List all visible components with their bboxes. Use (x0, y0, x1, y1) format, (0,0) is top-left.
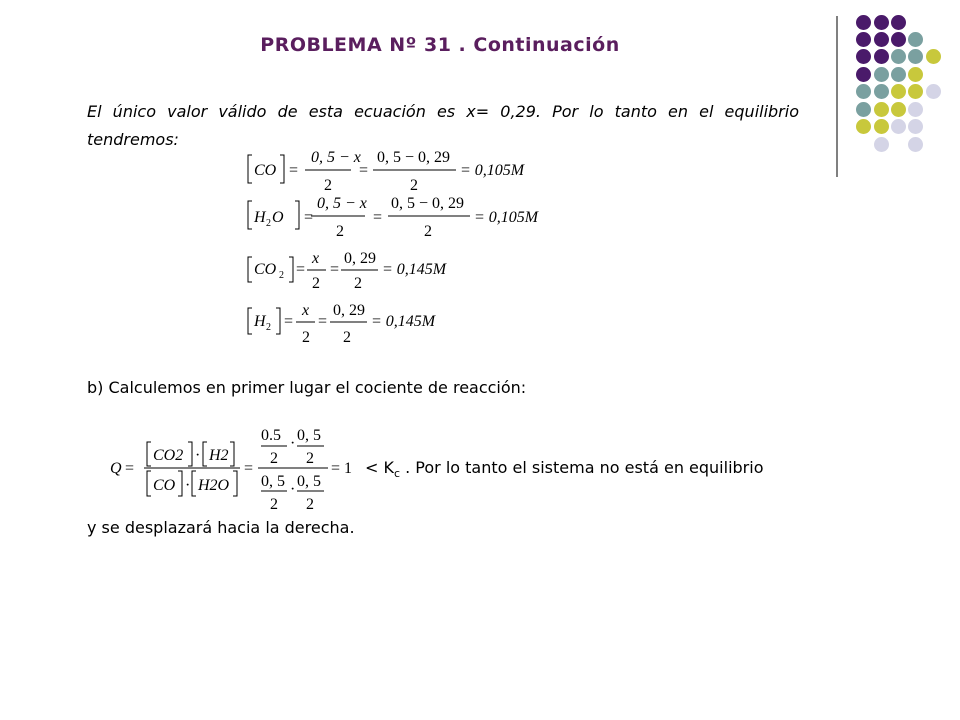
svg-text:0, 5: 0, 5 (297, 473, 321, 490)
svg-text:·: · (290, 481, 296, 498)
svg-text:= 0,145M: = 0,145M (382, 261, 447, 278)
svg-text:= 0,105M: = 0,105M (474, 209, 539, 226)
intro-paragraph: El único valor válido de esta ecuación es x= 0,29. Por lo tanto en el equilibrio tendremos: (87, 102, 799, 149)
svg-text:H: H (254, 313, 266, 330)
equation-co (254, 149, 526, 194)
page-title: PROBLEMA Nº 31 . Continuación (260, 34, 620, 56)
svg-text:·: · (195, 447, 201, 464)
comparison-suffix: . Por lo tanto el sistema no está en equilibrio (400, 458, 764, 477)
equation-h2 (253, 302, 437, 346)
svg-text:CO: CO (254, 162, 277, 179)
svg-text:=: = (304, 209, 314, 226)
svg-text:·: · (290, 435, 296, 452)
part-b-text: b) Calculemos en primer lugar el cociente de reacción: (87, 378, 527, 397)
svg-text:=: = (125, 460, 135, 477)
svg-text:=: = (244, 460, 254, 477)
svg-text:0, 5 − 0, 29: 0, 5 − 0, 29 (391, 195, 465, 212)
svg-text:=: = (296, 261, 306, 278)
svg-text:0, 5: 0, 5 (297, 427, 321, 444)
svg-text:0.5: 0.5 (261, 427, 281, 444)
svg-text:2: 2 (270, 496, 278, 513)
svg-text:CO2: CO2 (153, 447, 184, 464)
comparison-subscript: c (393, 467, 401, 481)
svg-text:=: = (284, 313, 294, 330)
svg-text:2: 2 (354, 275, 362, 292)
svg-text:x: x (312, 250, 320, 267)
svg-text:=: = (289, 162, 299, 179)
reaction-quotient (110, 427, 352, 513)
svg-text:·: · (185, 477, 191, 494)
comparison-prefix: < K (365, 458, 394, 477)
svg-text:CO: CO (153, 477, 176, 494)
svg-text:H2: H2 (209, 447, 229, 464)
svg-text:2: 2 (266, 218, 271, 229)
svg-text:H2O: H2O (198, 477, 230, 494)
svg-text:2: 2 (306, 450, 314, 467)
svg-text:2: 2 (302, 329, 310, 346)
equation-h2o (253, 195, 540, 240)
svg-text:O: O (272, 209, 284, 226)
svg-text:0, 29: 0, 29 (333, 302, 365, 319)
svg-text:= 0,145M: = 0,145M (371, 313, 436, 330)
svg-text:=: = (373, 209, 383, 226)
svg-text:x: x (302, 302, 310, 319)
comparison-text (365, 458, 763, 480)
svg-text:2: 2 (279, 270, 284, 281)
svg-text:=: = (359, 162, 369, 179)
svg-text:2: 2 (312, 275, 320, 292)
svg-text:2: 2 (336, 223, 344, 240)
svg-text:2: 2 (343, 329, 351, 346)
svg-text:Q: Q (110, 460, 122, 477)
svg-text:0, 5: 0, 5 (261, 473, 285, 490)
svg-text:=: = (330, 261, 340, 278)
svg-text:0, 5 − x: 0, 5 − x (317, 195, 367, 212)
svg-text:0, 5 − 0, 29: 0, 5 − 0, 29 (377, 149, 451, 166)
svg-text:2: 2 (424, 223, 432, 240)
svg-text:= 0,105M: = 0,105M (460, 162, 525, 179)
svg-text:2: 2 (266, 322, 271, 333)
svg-text:=: = (318, 313, 328, 330)
svg-text:0, 29: 0, 29 (344, 250, 376, 267)
svg-text:2: 2 (324, 177, 332, 194)
svg-text:2: 2 (410, 177, 418, 194)
conclusion-text: y se desplazará hacia la derecha. (87, 518, 355, 537)
svg-text:0, 5 − x: 0, 5 − x (311, 149, 361, 166)
equation-co2 (254, 250, 448, 292)
svg-text:2: 2 (306, 496, 314, 513)
svg-text:H: H (254, 209, 266, 226)
svg-text:2: 2 (270, 450, 278, 467)
svg-text:= 1: = 1 (331, 460, 353, 477)
svg-text:CO: CO (254, 261, 277, 278)
